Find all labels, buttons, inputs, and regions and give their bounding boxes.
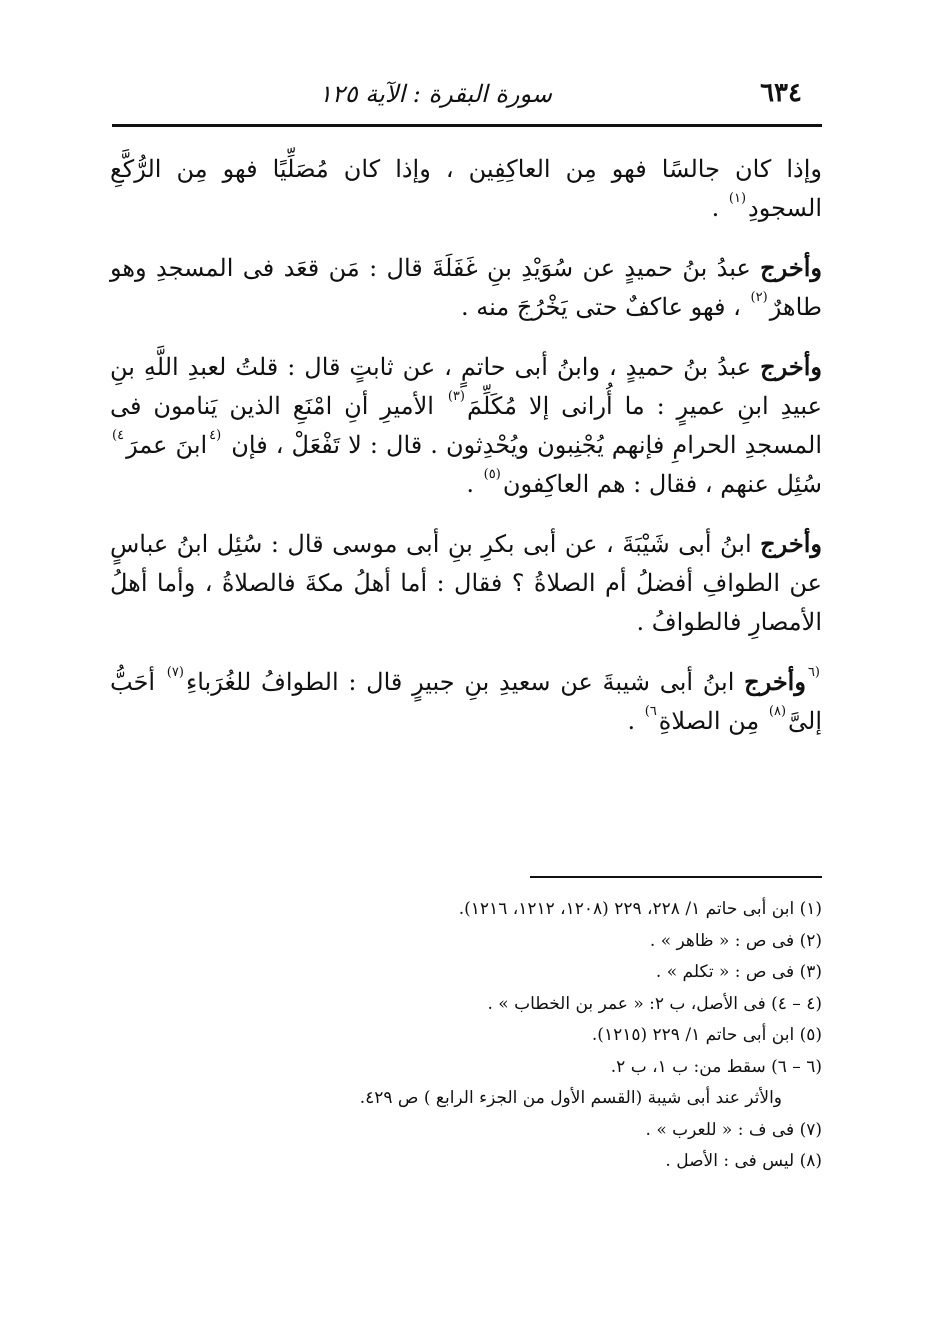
footnote-6-continuation: والأثر عند أبى شيبة (القسم الأول من الجزء الرابع ) ص ٤٢٩. bbox=[359, 1088, 782, 1108]
footnote-7: (٧) فى ف : « للعرب » . bbox=[645, 1119, 822, 1140]
text-segment: عبدُ بنُ حميدٍ عن سُوَيْدِ بنِ غَفَلَةَ قال : مَن قعَد فى المسجدِ وهو طاهرٌ bbox=[110, 254, 822, 321]
footnote-marker: (٨) bbox=[768, 704, 787, 719]
main-text bbox=[110, 150, 822, 761]
text-segment: . bbox=[711, 194, 727, 222]
footnote-marker: (٦ bbox=[807, 665, 820, 680]
text-segment: ابنُ أبى شَيْبَةَ ، عن أبى بكرِ بنِ أبى موسى قال : سُئِل ابنُ عباسٍ عن الطوافِ أفضلُ أم الصلاةُ ؟ فقال : أما أهلُ مكةَ فالصلاةُ ، وأما أهلُ الأمصارِ فالطوافُ . bbox=[110, 530, 822, 636]
footnote-6: (٦ – ٦) سقط من: ب ١، ب ٢. bbox=[610, 1056, 822, 1077]
text-segment: مِن الصلاةِ bbox=[658, 707, 767, 735]
paragraph-4 bbox=[110, 524, 822, 642]
footnote-5: (٥) ابن أبى حاتم ١/ ٢٢٩ (١٢١٥). bbox=[591, 1025, 822, 1045]
footnote-marker: ٤) bbox=[112, 428, 125, 443]
footnote-marker: (٣) bbox=[447, 389, 465, 404]
text-segment: عبدُ بنُ حميدٍ ، وابنُ أبى حاتمٍ ، عن ثابتٍ قال : قلتُ لعبدِ اللَّهِ بنِ عبيدِ ابنِ عميرٍ : ما أُرانى إلا مُكَلِّمَ bbox=[110, 353, 822, 420]
footnotes bbox=[200, 894, 822, 1178]
running-head: سورة البقرة : الآية ١٢٥ bbox=[318, 80, 552, 108]
text-segment: سُئِل عنهم ، فقال : هم العاكِفون bbox=[502, 470, 822, 498]
header-rule bbox=[112, 124, 822, 127]
text-segment: أحَبُّ إلىَّ bbox=[110, 668, 822, 735]
text-segment: ابنُ أبى شيبةَ عن سعيدِ بنِ جبيرٍ قال : الطوافُ للغُرَباءِ bbox=[185, 668, 745, 696]
footnote-marker: (٧) bbox=[166, 665, 184, 680]
footnote-1: (١) ابن أبى حاتم ١/ ٢٢٨، ٢٢٩ (١٢٠٨، ١٢١٢، ١٢١٦). bbox=[458, 899, 822, 919]
text-segment: الأميرِ أنِ امْنَعِ الذين يَنامون فى المسجدِ الحرامِ فإنهم يُجْنِبون ويُحْدِثون . قال : لا تَفْعَلْ ، فإن bbox=[110, 392, 822, 459]
text-segment: ابنَ عمرَ bbox=[126, 431, 208, 459]
footnote-2: (٢) فى ص : « ظاهر » . bbox=[649, 930, 822, 951]
paragraph-3 bbox=[110, 347, 822, 504]
footnote-4: (٤ – ٤) فى الأصل، ب ٢: « عمر بن الخطاب » . bbox=[487, 993, 822, 1014]
text-segment: ، فهو عاكفٌ حتى يَخْرُجَ منه . bbox=[460, 293, 749, 321]
footnote-rule bbox=[530, 876, 822, 878]
footnote-marker: (٤ bbox=[209, 428, 222, 443]
text-segment: . bbox=[627, 707, 643, 735]
intro-word: وأخرج bbox=[760, 529, 822, 558]
footnote-3: (٣) فى ص : « تكلم » . bbox=[655, 962, 822, 982]
footnote-8: (٨) ليس فى : الأصل . bbox=[665, 1151, 822, 1171]
footnote-marker: (٢) bbox=[750, 290, 768, 305]
page-number: ٦٣٤ bbox=[760, 78, 802, 108]
paragraph-2 bbox=[110, 248, 822, 327]
footnote-marker: (٥) bbox=[483, 467, 501, 482]
intro-word: وأخرج bbox=[760, 253, 822, 282]
text-segment: . bbox=[466, 470, 482, 498]
intro-word: وأخرج bbox=[744, 667, 806, 696]
footnote-marker: ٦) bbox=[644, 704, 657, 719]
paragraph-5 bbox=[110, 662, 822, 741]
intro-word: وأخرج bbox=[760, 352, 822, 381]
paragraph-1 bbox=[110, 150, 822, 228]
text-segment: وإذا كان جالسًا فهو مِن العاكِفِين ، وإذا كان مُصَلِّيًا فهو مِن الرُّكَّعِ السجودِ bbox=[110, 155, 822, 222]
page-header bbox=[112, 74, 822, 120]
footnote-marker: (١) bbox=[728, 191, 747, 206]
